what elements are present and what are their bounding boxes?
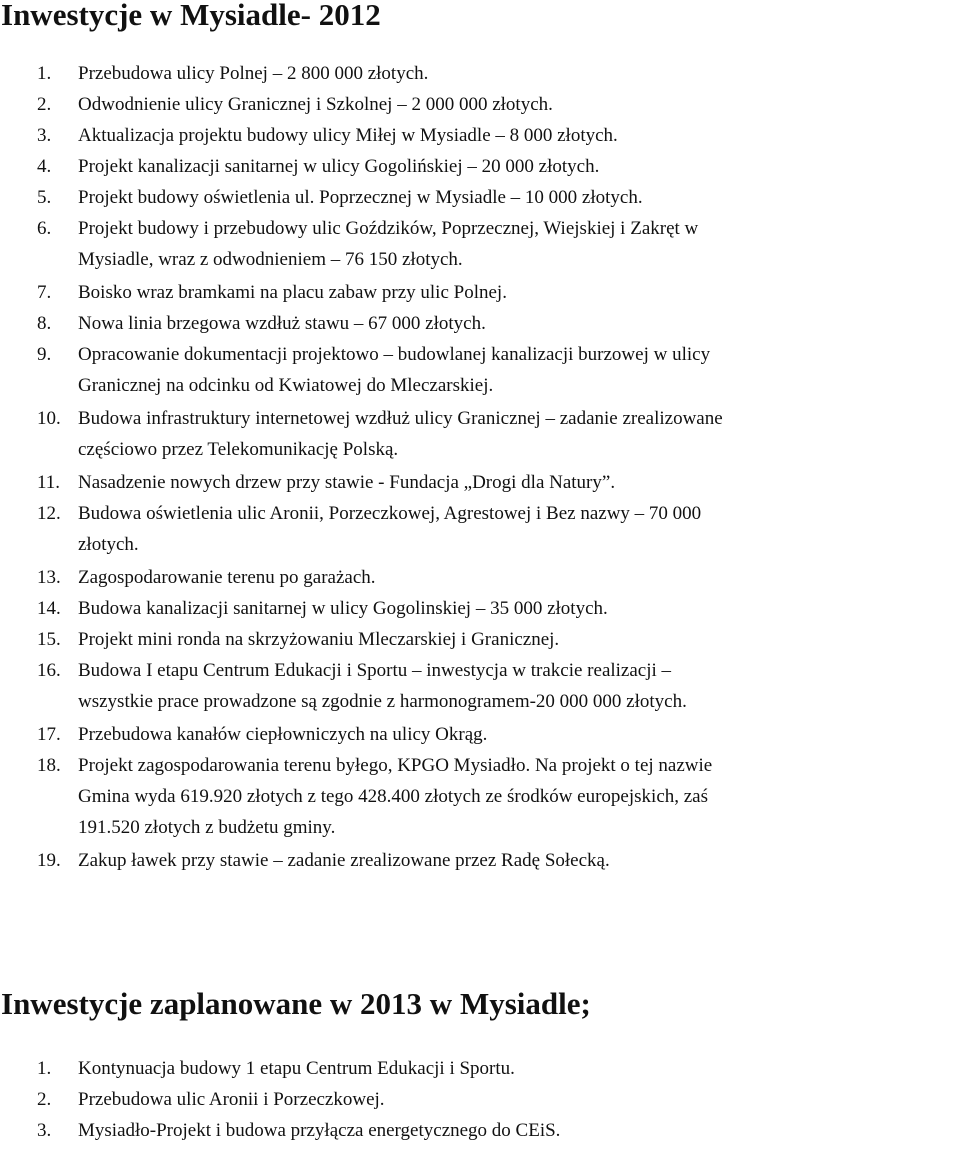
list-item xyxy=(0,182,960,213)
list-item xyxy=(0,277,960,308)
list-item-text: Przebudowa ulicy Polnej – 2 800 000 złotych. xyxy=(78,63,429,84)
list-item xyxy=(0,467,960,498)
list-item-text: Projekt zagospodarowania terenu byłego, KPGO Mysiadło. Na projekt o tej nazwie xyxy=(78,755,713,776)
list-item-number: 11. xyxy=(37,472,61,493)
list-item-text: wszystkie prace prowadzone są zgodnie z harmonogramem-20 000 000 złotych. xyxy=(78,691,687,712)
list-item xyxy=(0,655,960,717)
list-item-number: 6. xyxy=(37,218,52,239)
section-title-2013: Inwestycje zaplanowane w 2013 w Mysiadle; xyxy=(1,986,591,1021)
list-item-text: Projekt mini ronda na skrzyżowaniu Mleczarskiej i Granicznej. xyxy=(78,629,560,650)
list-item-number: 19. xyxy=(37,850,61,871)
list-item xyxy=(0,403,960,465)
list-item-number: 8. xyxy=(37,313,52,334)
list-item-text: Przebudowa ulic Aronii i Porzeczkowej. xyxy=(78,1089,385,1110)
list-item xyxy=(0,562,960,593)
list-item-number: 4. xyxy=(37,156,52,177)
list-item-number: 3. xyxy=(37,1120,52,1141)
list-item xyxy=(0,151,960,182)
list-item xyxy=(0,845,960,876)
list-item xyxy=(0,120,960,151)
list-item-text: Zakup ławek przy stawie – zadanie zrealizowane przez Radę Sołecką. xyxy=(78,850,610,871)
list-item-text: Budowa oświetlenia ulic Aronii, Porzeczkowej, Agrestowej i Bez nazwy – 70 000 xyxy=(78,503,702,524)
list-item-number: 17. xyxy=(37,724,61,745)
list-item-text: Zagospodarowanie terenu po garażach. xyxy=(78,567,376,588)
list-item-text: Budowa kanalizacji sanitarnej w ulicy Gogolinskiej – 35 000 złotych. xyxy=(78,598,608,619)
list-item-number: 15. xyxy=(37,629,61,650)
investment-list-2012 xyxy=(0,58,960,876)
list-item-text: Budowa infrastruktury internetowej wzdłuż ulicy Granicznej – zadanie zrealizowane xyxy=(78,408,723,429)
list-item xyxy=(0,498,960,560)
list-item-text: Projekt kanalizacji sanitarnej w ulicy Gogolińskiej – 20 000 złotych. xyxy=(78,156,600,177)
list-item xyxy=(0,58,960,89)
list-item xyxy=(0,750,960,843)
list-item-number: 2. xyxy=(37,94,52,115)
list-item-text: Odwodnienie ulicy Granicznej i Szkolnej – 2 000 000 złotych. xyxy=(78,94,553,115)
list-item-number: 14. xyxy=(37,598,61,619)
section-title-2012: Inwestycje w Mysiadle- 2012 xyxy=(1,0,381,32)
list-item-number: 16. xyxy=(37,660,61,681)
list-item-text: złotych. xyxy=(78,534,139,555)
list-item-text: Nowa linia brzegowa wzdłuż stawu – 67 000 złotych. xyxy=(78,313,486,334)
list-item-text: Projekt budowy i przebudowy ulic Goździków, Poprzecznej, Wiejskiej i Zakręt w xyxy=(78,218,699,239)
list-item-number: 12. xyxy=(37,503,61,524)
list-item-number: 1. xyxy=(37,1058,52,1079)
list-item-number: 9. xyxy=(37,344,52,365)
list-item-text: częściowo przez Telekomunikację Polską. xyxy=(78,439,399,460)
list-item-number: 13. xyxy=(37,567,61,588)
list-item-text: Mysiadle, wraz z odwodnieniem – 76 150 złotych. xyxy=(78,249,463,270)
list-item xyxy=(0,339,960,401)
planned-investment-list-2013 xyxy=(0,1053,960,1146)
list-item-text: Budowa I etapu Centrum Edukacji i Sportu – inwestycja w trakcie realizacji – xyxy=(78,660,672,681)
list-item-text: Kontynuacja budowy 1 etapu Centrum Edukacji i Sportu. xyxy=(78,1058,515,1079)
list-item xyxy=(0,1115,960,1146)
list-item-text: Opracowanie dokumentacji projektowo – budowlanej kanalizacji burzowej w ulicy xyxy=(78,344,711,365)
list-item-number: 10. xyxy=(37,408,61,429)
list-item-text: Mysiadło-Projekt i budowa przyłącza energetycznego do CEiS. xyxy=(78,1120,561,1141)
list-item-number: 2. xyxy=(37,1089,52,1110)
list-item-number: 1. xyxy=(37,63,52,84)
list-item-text: Nasadzenie nowych drzew przy stawie - Fundacja „Drogi dla Natury”. xyxy=(78,472,616,493)
list-item xyxy=(0,308,960,339)
list-item xyxy=(0,624,960,655)
list-item xyxy=(0,1084,960,1115)
list-item-number: 5. xyxy=(37,187,52,208)
list-item xyxy=(0,89,960,120)
list-item-text: Boisko wraz bramkami na placu zabaw przy ulic Polnej. xyxy=(78,282,507,303)
list-item xyxy=(0,213,960,275)
list-item xyxy=(0,593,960,624)
list-item-text: Gmina wyda 619.920 złotych z tego 428.400 złotych ze środków europejskich, zaś xyxy=(78,786,709,807)
list-item-text: Aktualizacja projektu budowy ulicy Miłej w Mysiadle – 8 000 złotych. xyxy=(78,125,618,146)
list-item-text: Granicznej na odcinku od Kwiatowej do Mleczarskiej. xyxy=(78,375,494,396)
list-item xyxy=(0,1053,960,1084)
list-item-number: 18. xyxy=(37,755,61,776)
list-item xyxy=(0,719,960,750)
list-item-number: 7. xyxy=(37,282,52,303)
list-item-text: Projekt budowy oświetlenia ul. Poprzecznej w Mysiadle – 10 000 złotych. xyxy=(78,187,643,208)
list-item-text: Przebudowa kanałów ciepłowniczych na ulicy Okrąg. xyxy=(78,724,488,745)
list-item-number: 3. xyxy=(37,125,52,146)
list-item-text: 191.520 złotych z budżetu gminy. xyxy=(78,817,336,838)
